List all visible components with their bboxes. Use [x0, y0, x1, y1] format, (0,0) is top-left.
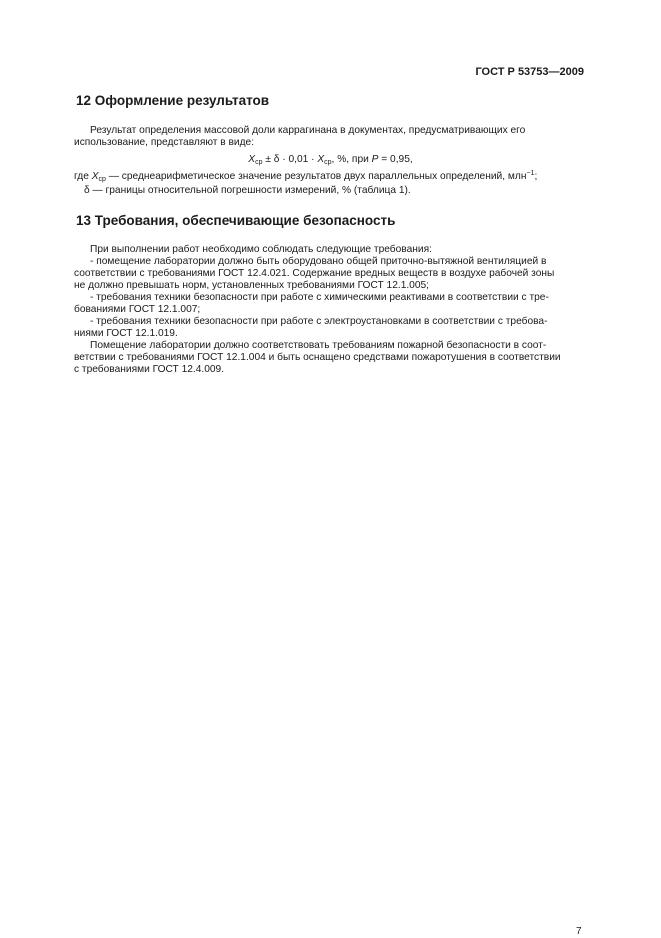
where-definition-delta: δ — границы относительной погрешности измерений, % (таблица 1). — [84, 185, 411, 196]
formula-part: = 0,95, — [378, 154, 413, 165]
where-end: ; — [534, 171, 538, 182]
where-sup: −1 — [526, 170, 535, 177]
paragraph-line: Помещение лаборатории должно соответствовать требованиям пожарной безопасности в соот- — [90, 340, 547, 351]
formula-x: X — [248, 154, 256, 165]
paragraph-line: с требованиями ГОСТ 12.4.009. — [74, 364, 225, 375]
paragraph-line: ниями ГОСТ 12.1.019. — [74, 328, 178, 339]
where-text: — среднеарифметическое значение результатов двух параллельных определений, млн — [105, 171, 527, 182]
paragraph-line: бованиями ГОСТ 12.1.007; — [74, 304, 201, 315]
where-definition-x — [74, 171, 584, 183]
section-13-heading: 13 Требования, обеспечивающие безопасность — [76, 213, 396, 228]
formula-part: ± δ · 0,01 · — [262, 154, 318, 165]
document-id-header: ГОСТ Р 53753—2009 — [475, 66, 584, 78]
paragraph-line: При выполнении работ необходимо соблюдать следующие требования: — [90, 244, 432, 255]
where-sub: ср — [98, 176, 106, 183]
formula-part: , %, при — [331, 154, 372, 165]
paragraph-line: использование, представляют в виде: — [74, 137, 255, 148]
paragraph-line: Результат определения массовой доли каррагинана в документах, предусматривающих его — [90, 125, 526, 136]
paragraph-line: соответствии с требованиями ГОСТ 12.4.021. Содержание вредных веществ в воздухе рабочей зоны — [74, 268, 555, 279]
formula-x: X — [317, 154, 325, 165]
paragraph-line: - требования техники безопасности при работе с химическими реактивами в соответствии с тре- — [90, 292, 549, 303]
page-number: 7 — [576, 926, 582, 937]
where-x: X — [91, 171, 99, 182]
paragraph-line: не должно превышать норм, установленных требованиями ГОСТ 12.1.005; — [74, 280, 430, 291]
section-12-heading: 12 Оформление результатов — [76, 93, 270, 108]
where-prefix: где — [74, 171, 92, 182]
paragraph-line: - помещение лаборатории должно быть оборудовано общей приточно-вытяжной вентиляцией в — [90, 256, 547, 267]
formula-p: P — [371, 154, 379, 165]
formula-sub: ср — [255, 159, 263, 166]
formula-sub: ср — [324, 159, 332, 166]
paragraph-line: ветствии с требованиями ГОСТ 12.1.004 и быть оснащено средствами пожаротушения в соответствии — [74, 352, 561, 363]
paragraph-line: - требования техники безопасности при работе с электроустановками в соответствии с требова- — [90, 316, 548, 327]
result-formula — [0, 154, 661, 166]
